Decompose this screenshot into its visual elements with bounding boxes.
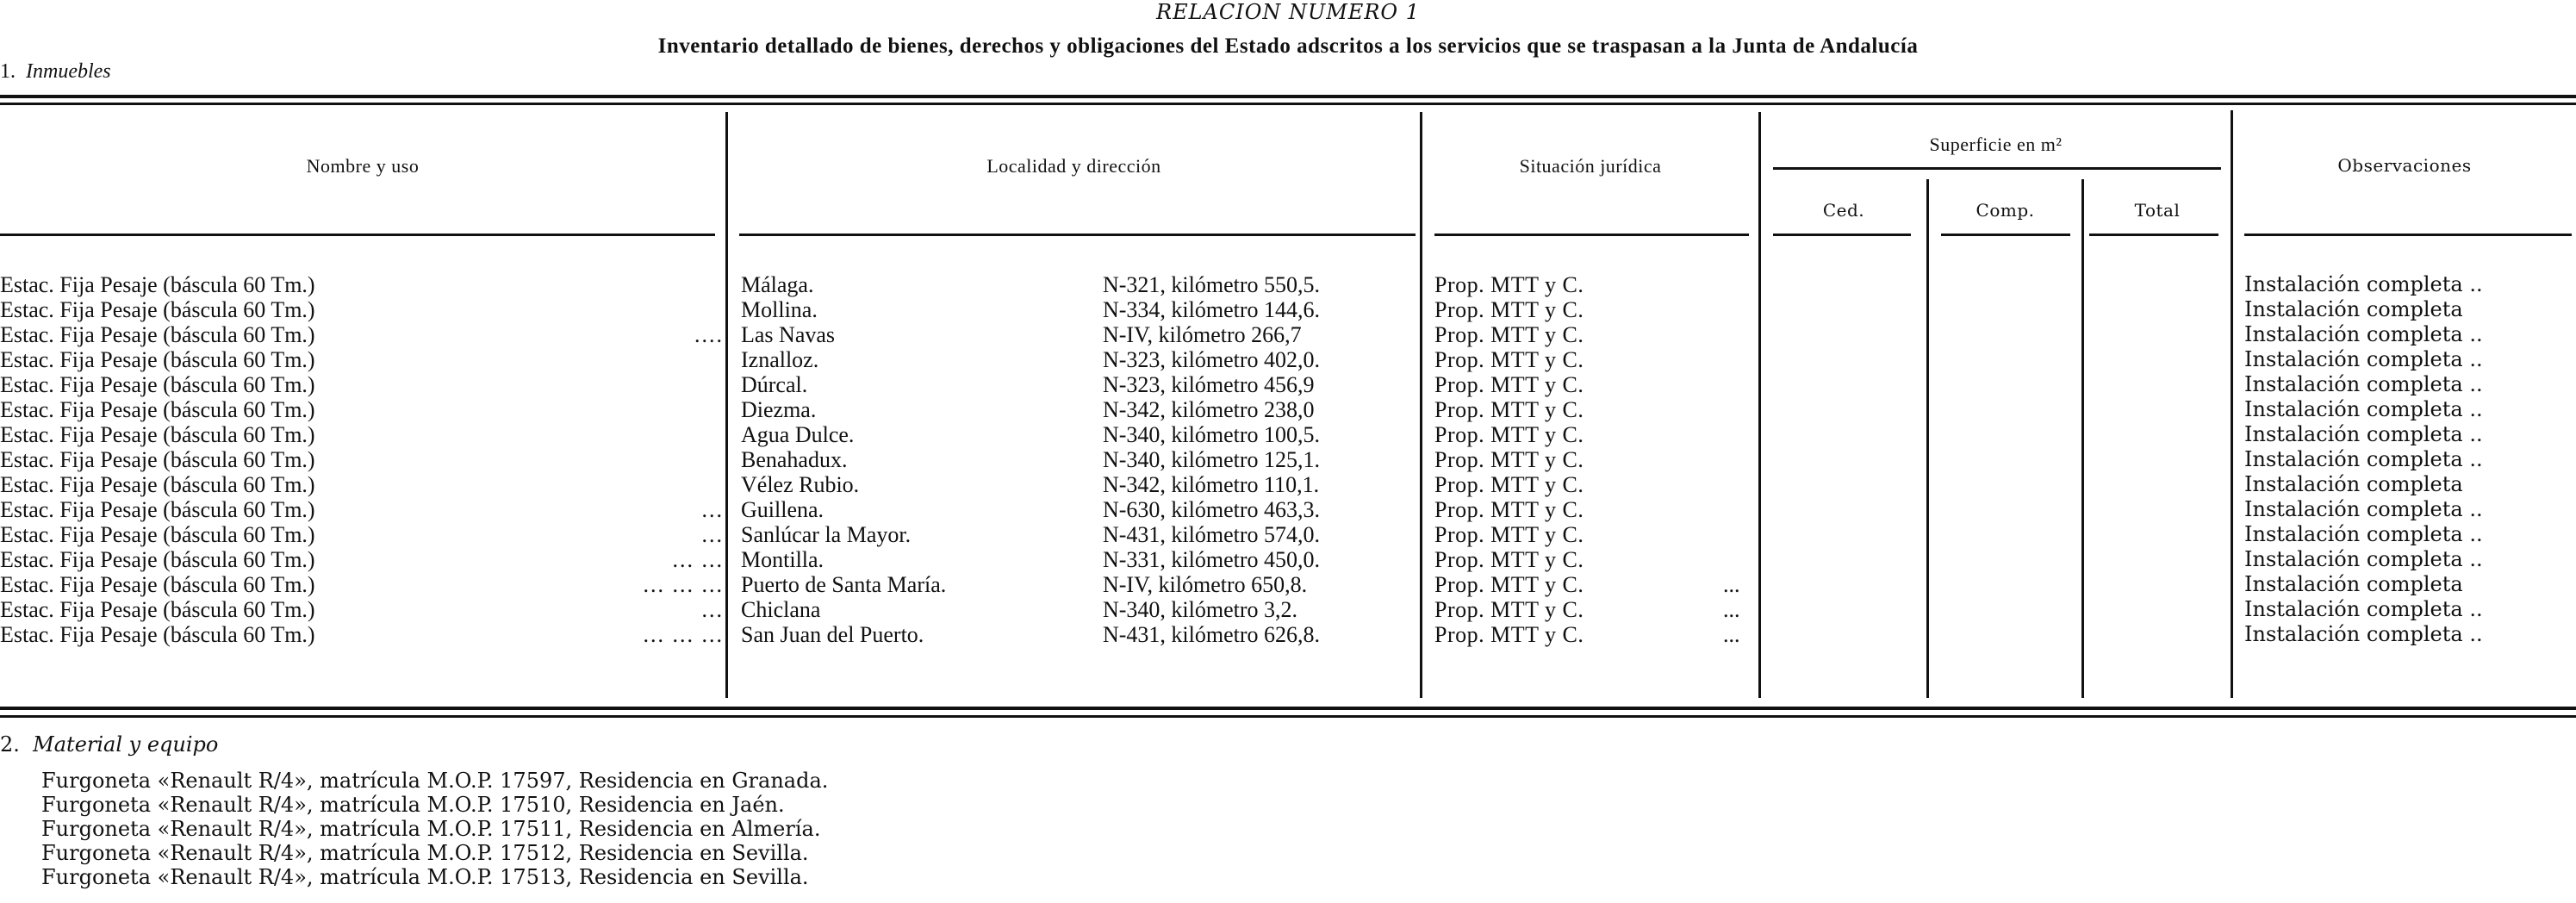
table-row: [0, 322, 2576, 347]
cell-leader: ... ... ...: [643, 622, 724, 647]
cell-localidad: Iznalloz.: [741, 347, 819, 372]
cell-carretera: N-IV, kilómetro 266,7: [1103, 322, 1302, 347]
cell-nombre: Estac. Fija Pesaje (báscula 60 Tm.): [0, 422, 315, 447]
header-rule-total: [2089, 234, 2218, 236]
section-1-heading: [0, 60, 111, 84]
cell-observaciones: Instalación completa ..: [2244, 547, 2483, 571]
cell-carretera: N-IV, kilómetro 650,8.: [1103, 572, 1308, 597]
table-row: [0, 497, 2576, 522]
header-rule-nombre: [0, 234, 715, 236]
cell-localidad: Chiclana: [741, 597, 821, 622]
table-bottom-rule: [0, 707, 2576, 710]
cell-carretera: N-334, kilómetro 144,6.: [1103, 297, 1321, 322]
cell-situacion-leader: ...: [1723, 572, 1740, 597]
cell-situacion: Prop. MTT y C.: [1434, 572, 1584, 597]
list-item: Furgoneta «Renault R/4», matrícula M.O.P. 17511, Residencia en Almería.: [41, 817, 821, 841]
list-item: Furgoneta «Renault R/4», matrícula M.O.P. 17513, Residencia en Sevilla.: [41, 865, 809, 889]
cell-carretera: N-340, kilómetro 125,1.: [1103, 447, 1321, 472]
cell-situacion: Prop. MTT y C.: [1434, 497, 1584, 522]
list-item: Furgoneta «Renault R/4», matrícula M.O.P. 17597, Residencia en Granada.: [41, 769, 829, 793]
header-observaciones: Observaciones: [2337, 155, 2472, 176]
cell-nombre: Estac. Fija Pesaje (báscula 60 Tm.): [0, 472, 315, 497]
cell-observaciones: Instalación completa: [2244, 572, 2463, 596]
cell-nombre: Estac. Fija Pesaje (báscula 60 Tm.): [0, 372, 315, 397]
cell-situacion: Prop. MTT y C.: [1434, 347, 1584, 372]
cell-observaciones: Instalación completa ..: [2244, 397, 2483, 421]
section-1-number: 1.: [0, 60, 16, 83]
table-row: [0, 522, 2576, 547]
cell-situacion-leader: ...: [1723, 597, 1740, 622]
cell-carretera: N-431, kilómetro 574,0.: [1103, 522, 1321, 547]
cell-localidad: Sanlúcar la Mayor.: [741, 522, 912, 547]
cell-observaciones: Instalación completa: [2244, 472, 2463, 496]
cell-carretera: N-340, kilómetro 100,5.: [1103, 422, 1321, 447]
cell-nombre: Estac. Fija Pesaje (báscula 60 Tm.): [0, 322, 315, 347]
cell-localidad: Guillena.: [741, 497, 824, 522]
cell-localidad: Diezma.: [741, 397, 817, 422]
cell-situacion: Prop. MTT y C.: [1434, 297, 1584, 322]
table-row: [0, 547, 2576, 572]
cell-observaciones: Instalación completa ..: [2244, 622, 2483, 646]
cell-observaciones: Instalación completa ..: [2244, 272, 2483, 296]
header-nombre-uso: Nombre y uso: [306, 155, 420, 177]
cell-observaciones: Instalación completa ..: [2244, 347, 2483, 371]
cell-localidad: Montilla.: [741, 547, 824, 572]
cell-nombre: Estac. Fija Pesaje (báscula 60 Tm.): [0, 622, 315, 647]
cell-leader: ... ... ...: [643, 572, 724, 597]
list-item: Furgoneta «Renault R/4», matrícula M.O.P. 17510, Residencia en Jaén.: [41, 793, 785, 817]
table-row: [0, 372, 2576, 397]
table-row: [0, 297, 2576, 322]
document-title: RELACION NUMERO 1: [1156, 0, 1420, 24]
cell-situacion: Prop. MTT y C.: [1434, 622, 1584, 647]
cell-carretera: N-431, kilómetro 626,8.: [1103, 622, 1321, 647]
cell-carretera: N-321, kilómetro 550,5.: [1103, 272, 1321, 297]
cell-localidad: Las Navas: [741, 322, 836, 347]
table-row: [0, 447, 2576, 472]
cell-situacion: Prop. MTT y C.: [1434, 372, 1584, 397]
cell-situacion: Prop. MTT y C.: [1434, 472, 1584, 497]
table-top-rule: [0, 95, 2576, 98]
cell-observaciones: Instalación completa ..: [2244, 522, 2483, 546]
document-subtitle: Inventario detallado de bienes, derechos y obligaciones del Estado adscritos a los servicios que se traspasan a la Junta de Andalucía: [657, 34, 1919, 58]
cell-nombre: Estac. Fija Pesaje (báscula 60 Tm.): [0, 272, 315, 297]
cell-observaciones: Instalación completa ..: [2244, 447, 2483, 471]
cell-situacion: Prop. MTT y C.: [1434, 322, 1584, 347]
table-row: [0, 397, 2576, 422]
cell-observaciones: Instalación completa: [2244, 297, 2463, 321]
header-rule-observaciones: [2244, 234, 2572, 236]
cell-leader: ...: [701, 522, 724, 547]
table-row: [0, 572, 2576, 597]
table-top-rule-inner: [0, 103, 2576, 105]
cell-observaciones: Instalación completa ..: [2244, 597, 2483, 621]
cell-situacion: Prop. MTT y C.: [1434, 597, 1584, 622]
section-1-label: Inmuebles: [26, 60, 111, 83]
header-superficie: Superficie en m²: [1929, 134, 2063, 155]
cell-leader: ...: [701, 597, 724, 622]
cell-situacion: Prop. MTT y C.: [1434, 522, 1584, 547]
cell-localidad: Agua Dulce.: [741, 422, 855, 447]
header-localidad-direccion: Localidad y dirección: [986, 155, 1161, 177]
cell-carretera: N-331, kilómetro 450,0.: [1103, 547, 1321, 572]
header-rule-localidad: [739, 234, 1416, 236]
section-2-heading: [0, 732, 218, 757]
cell-localidad: San Juan del Puerto.: [741, 622, 924, 647]
cell-situacion: Prop. MTT y C.: [1434, 447, 1584, 472]
cell-carretera: N-323, kilómetro 402,0.: [1103, 347, 1321, 372]
cell-carretera: N-630, kilómetro 463,3.: [1103, 497, 1321, 522]
section-2-label: Material y equipo: [33, 732, 219, 757]
header-rule-situacion: [1434, 234, 1749, 236]
cell-leader: ...: [701, 497, 724, 522]
cell-localidad: Benahadux.: [741, 447, 848, 472]
cell-situacion: Prop. MTT y C.: [1434, 397, 1584, 422]
cell-nombre: Estac. Fija Pesaje (báscula 60 Tm.): [0, 397, 315, 422]
table-row: [0, 622, 2576, 647]
header-comp: Comp.: [1976, 200, 2035, 221]
table-bottom-rule-inner: [0, 715, 2576, 718]
cell-nombre: Estac. Fija Pesaje (báscula 60 Tm.): [0, 572, 315, 597]
cell-localidad: Málaga.: [741, 272, 814, 297]
header-rule-comp: [1941, 234, 2070, 236]
cell-nombre: Estac. Fija Pesaje (báscula 60 Tm.): [0, 522, 315, 547]
header-situacion-juridica: Situación jurídica: [1519, 155, 1662, 177]
cell-leader: ... ...: [672, 547, 724, 572]
cell-nombre: Estac. Fija Pesaje (báscula 60 Tm.): [0, 347, 315, 372]
cell-situacion: Prop. MTT y C.: [1434, 422, 1584, 447]
cell-nombre: Estac. Fija Pesaje (báscula 60 Tm.): [0, 497, 315, 522]
cell-observaciones: Instalación completa ..: [2244, 372, 2483, 396]
cell-localidad: Mollina.: [741, 297, 818, 322]
cell-situacion: Prop. MTT y C.: [1434, 272, 1584, 297]
table-row: [0, 272, 2576, 297]
cell-situacion: Prop. MTT y C.: [1434, 547, 1584, 572]
list-item: Furgoneta «Renault R/4», matrícula M.O.P. 17512, Residencia en Sevilla.: [41, 841, 809, 865]
cell-nombre: Estac. Fija Pesaje (báscula 60 Tm.): [0, 447, 315, 472]
cell-leader: ....: [694, 322, 724, 347]
table-row: [0, 472, 2576, 497]
cell-nombre: Estac. Fija Pesaje (báscula 60 Tm.): [0, 547, 315, 572]
cell-carretera: N-342, kilómetro 110,1.: [1103, 472, 1320, 497]
cell-nombre: Estac. Fija Pesaje (báscula 60 Tm.): [0, 597, 315, 622]
cell-localidad: Vélez Rubio.: [741, 472, 860, 497]
table-row: [0, 422, 2576, 447]
cell-localidad: Dúrcal.: [741, 372, 808, 397]
cell-observaciones: Instalación completa ..: [2244, 497, 2483, 521]
header-total: Total: [2134, 200, 2181, 221]
cell-observaciones: Instalación completa ..: [2244, 422, 2483, 446]
cell-carretera: N-323, kilómetro 456,9: [1103, 372, 1315, 397]
table-row: [0, 347, 2576, 372]
cell-carretera: N-342, kilómetro 238,0: [1103, 397, 1315, 422]
header-rule-ced: [1773, 234, 1911, 236]
cell-carretera: N-340, kilómetro 3,2.: [1103, 597, 1298, 622]
cell-nombre: Estac. Fija Pesaje (báscula 60 Tm.): [0, 297, 315, 322]
cell-localidad: Puerto de Santa María.: [741, 572, 947, 597]
cell-situacion-leader: ...: [1723, 622, 1740, 647]
cell-observaciones: Instalación completa ..: [2244, 322, 2483, 346]
table-row: [0, 597, 2576, 622]
header-ced: Ced.: [1822, 200, 1865, 221]
section-2-number: 2.: [0, 732, 20, 757]
header-rule-superficie: [1773, 167, 2221, 170]
